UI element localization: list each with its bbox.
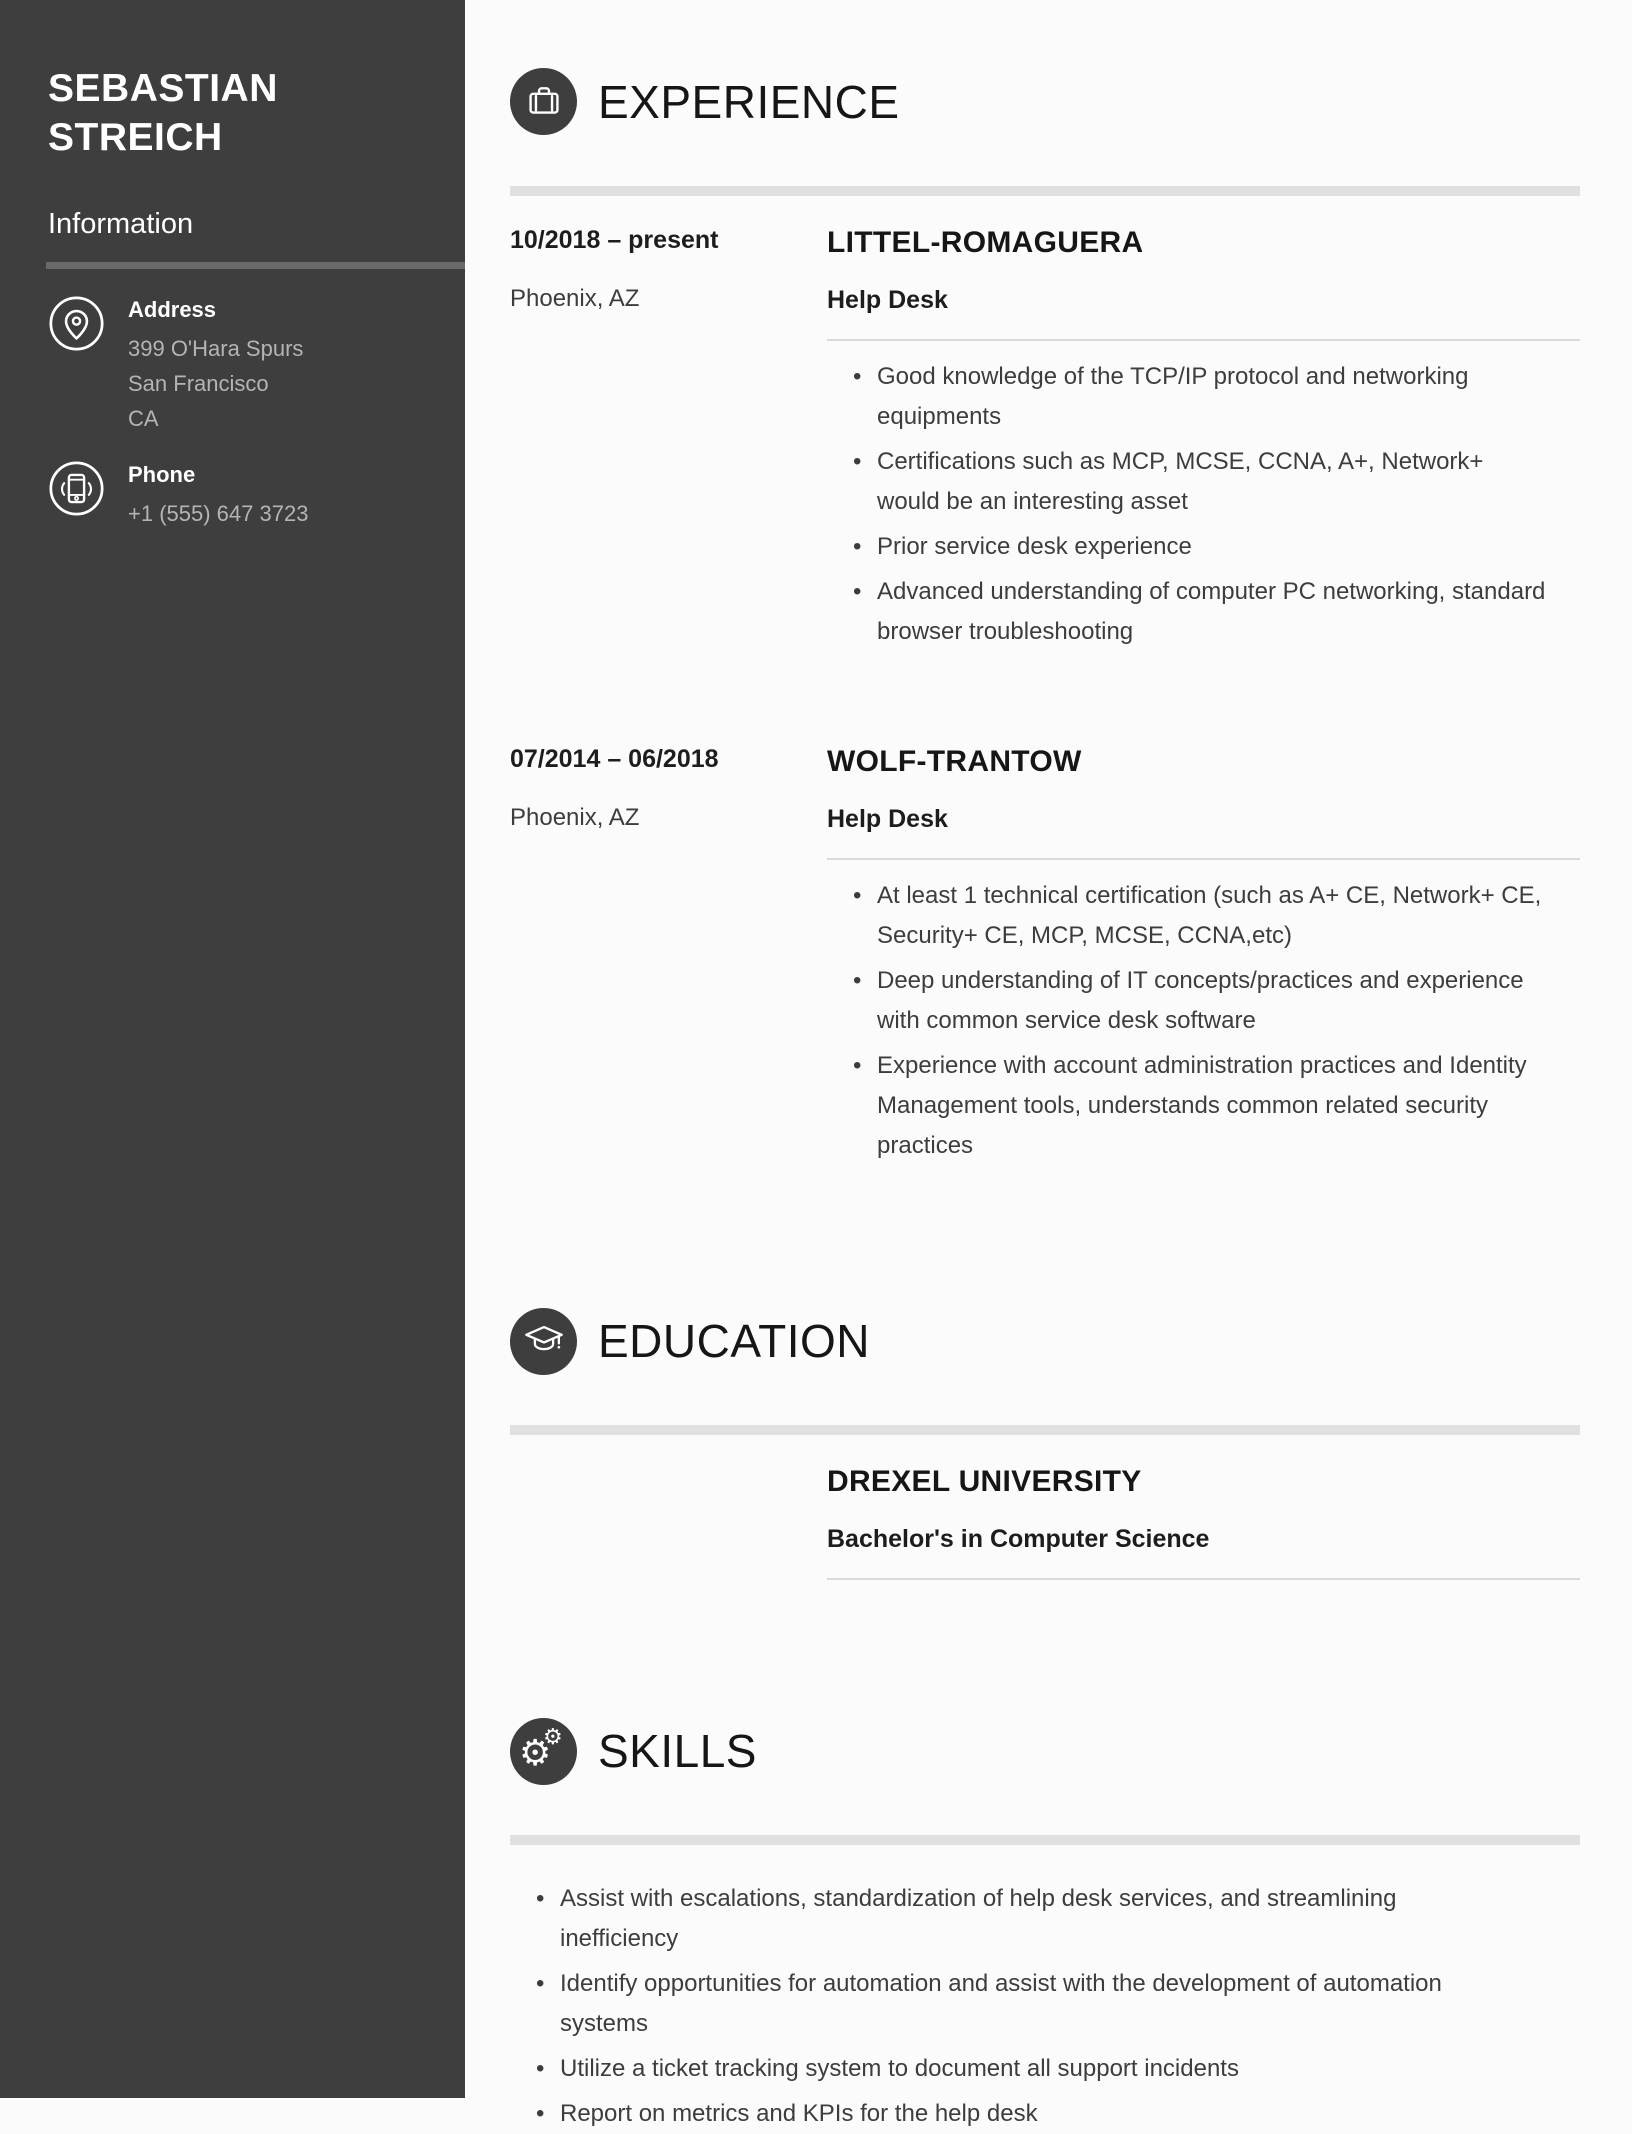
experience-entry-meta [510, 745, 827, 1171]
education-entry-detail [827, 1465, 1580, 1580]
job-dates: 10/2018 – present [510, 225, 719, 254]
address-street: 399 O'Hara Spurs [128, 336, 304, 361]
information-heading: Information [48, 208, 194, 240]
skill-bullet: • Identify opportunities for automation and assist with the development of automation systems [510, 1964, 1510, 2044]
education-section [510, 1284, 1580, 1581]
education-header-bar [510, 1425, 1580, 1435]
job-location: Phoenix, AZ [510, 284, 640, 312]
gears-icon: ⚙ ⚙ [510, 1718, 577, 1785]
skill-bullet: • Report on metrics and KPIs for the help desk [510, 2094, 1510, 2134]
skills-header-bar [510, 1835, 1580, 1845]
address-block [48, 295, 465, 436]
job-company: LITTEL-ROMAGUERA [827, 225, 1144, 259]
experience-entry-detail [827, 745, 1580, 1171]
experience-entry-detail [827, 226, 1580, 657]
job-bullet: • Deep understanding of IT concepts/practices and experience with common service desk software [827, 961, 1549, 1041]
experience-entry [510, 745, 1580, 1171]
skills-header [510, 1693, 1580, 1809]
job-bullet-list [827, 357, 1549, 652]
phone-number: +1 (555) 647 3723 [128, 501, 309, 526]
education-entry-meta [510, 1465, 827, 1580]
skills-section [510, 1693, 1580, 2134]
education-header [510, 1284, 1580, 1400]
map-pin-icon [48, 295, 105, 352]
sidebar [0, 0, 465, 2098]
job-role: Help Desk [827, 804, 948, 833]
job-bullet: • At least 1 technical certification (such as A+ CE, Network+ CE, Security+ CE, MCP, MCSE, CCNA,etc) [827, 876, 1549, 956]
job-bullet: • Prior service desk experience [827, 527, 1549, 567]
experience-section [510, 0, 1580, 1171]
skill-bullet: • Utilize a ticket tracking system to document all support incidents [510, 2049, 1510, 2089]
education-entry [510, 1465, 1580, 1580]
briefcase-icon [510, 68, 577, 135]
address-city: San Francisco [128, 371, 269, 396]
experience-header [510, 0, 1580, 160]
address-state: CA [128, 406, 159, 431]
degree-name: Bachelor's in Computer Science [827, 1525, 1210, 1554]
experience-entry-meta [510, 226, 827, 657]
job-bullet-list [827, 876, 1549, 1166]
skills-title: SKILLS [598, 1725, 757, 1778]
phone-label: Phone [128, 462, 196, 487]
job-bullet: • Good knowledge of the TCP/IP protocol and networking equipments [827, 357, 1549, 437]
job-bullet: • Advanced understanding of computer PC networking, standard browser troubleshooting [827, 572, 1549, 652]
skill-bullet: • Assist with escalations, standardization of help desk services, and streamlining inefficiency [510, 1879, 1510, 1959]
job-bullet: • Experience with account administration practices and Identity Management tools, understands common related security practices [827, 1046, 1549, 1166]
experience-entry [510, 226, 1580, 657]
phone-content [128, 460, 308, 531]
graduation-cap-icon [510, 1308, 577, 1375]
job-company: WOLF-TRANTOW [827, 744, 1082, 778]
job-bullet: • Certifications such as MCP, MCSE, CCNA, A+, Network+ would be an interesting asset [827, 442, 1549, 522]
person-name: SEBASTIAN STREICH [48, 67, 278, 159]
entry-divider [827, 1578, 1580, 1580]
address-content [128, 295, 303, 436]
main-content [465, 0, 1632, 2127]
job-location: Phoenix, AZ [510, 803, 640, 831]
sidebar-divider [46, 262, 465, 269]
job-role: Help Desk [827, 285, 948, 314]
school-name: DREXEL UNIVERSITY [827, 1465, 1142, 1499]
address-label: Address [128, 297, 217, 322]
education-title: EDUCATION [598, 1315, 870, 1368]
entry-divider [827, 339, 1580, 341]
skills-bullet-list [510, 1879, 1510, 2134]
phone-block [48, 460, 465, 531]
experience-title: EXPERIENCE [598, 75, 900, 128]
experience-header-bar [510, 186, 1580, 196]
phone-icon [48, 460, 105, 517]
entry-divider [827, 858, 1580, 860]
job-dates: 07/2014 – 06/2018 [510, 744, 719, 773]
